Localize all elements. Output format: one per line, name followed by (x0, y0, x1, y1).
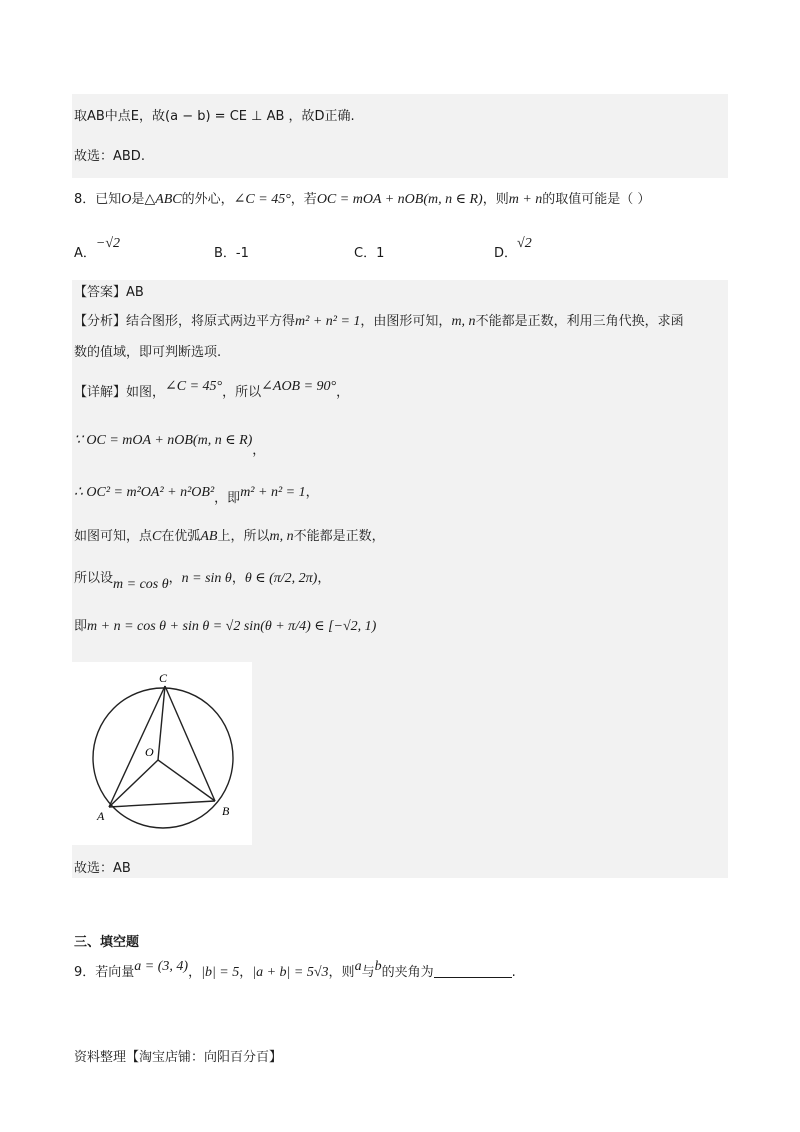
analysis-part-c: 不能都是正数，利用三角代换，求函 (475, 314, 684, 329)
detail-part-b: ，所以 (222, 385, 262, 400)
choose-text: 故选：AB (74, 861, 131, 876)
question-8-stem (74, 189, 650, 211)
stem-circumcenter: 的外心， (181, 192, 234, 207)
question-number: 8． (74, 192, 96, 207)
stem-ruo: ，若 (290, 192, 317, 207)
circle-diagram (72, 662, 252, 845)
detail-angle-c: ∠C = 45° (165, 379, 223, 394)
result-line (74, 616, 376, 638)
q9-a: a (354, 959, 362, 974)
option-b-value: -1 (235, 246, 249, 261)
option-a-value: −√2 (95, 236, 121, 251)
figure-part-b: 在优弧 (161, 529, 201, 544)
therefore-result: m² + n² = 1 (240, 485, 306, 500)
vector-equation: OC = mOA + nOB(m, n ∈ R) (316, 192, 483, 207)
q9-b: b (374, 959, 382, 974)
substitution-end: ， (317, 571, 331, 586)
stem-tail: 的取值可能是（ ） (542, 192, 651, 207)
q9-sep-1: ， (188, 965, 202, 980)
substitution-sep: ， (168, 571, 182, 586)
option-c (354, 242, 384, 261)
label-a: A (97, 809, 105, 823)
angle-c: ∠C = 45° (233, 192, 291, 207)
segment-oa (109, 760, 158, 807)
q9-norm-sum: |a + b| = 5√3 (252, 965, 329, 980)
label-b: B (222, 804, 230, 818)
figure-line (74, 526, 385, 548)
substitution-part-a: 所以设 (74, 571, 114, 586)
option-b-label: B． (214, 246, 236, 261)
q9-number: 9． (74, 965, 96, 980)
option-b (214, 242, 249, 261)
label-c: C (159, 671, 168, 685)
footer-text: 资料整理【淘宝店铺：向阳百分百】 (74, 1050, 283, 1065)
analysis-equation: m² + n² = 1 (295, 314, 361, 329)
substitution-n: n = sin θ (181, 571, 232, 586)
detail-part-a: 【详解】如图， (74, 385, 166, 400)
option-d-label: D． (494, 246, 518, 261)
analysis-part-a: 【分析】结合图形，将原式两边平方得 (74, 314, 296, 329)
q9-yu: 与 (361, 965, 375, 980)
label-o: O (145, 745, 154, 759)
top-line-2 (74, 146, 145, 168)
analysis-part-d: 数的值域，即可判断选项. (74, 345, 222, 360)
q9-sep-2: ， (239, 965, 253, 980)
section-3-title-text: 三、填空题 (74, 935, 140, 950)
substitution-sep-2: ， (231, 571, 245, 586)
q9-norm-b: |b| = 5 (201, 965, 240, 980)
figure-mn: m, n (269, 529, 294, 544)
section-3-title (74, 932, 139, 954)
detail-angle-aob: ∠AOB = 90° (261, 379, 337, 394)
q9-end: . (511, 965, 516, 980)
therefore-part-c: ， (305, 485, 319, 500)
option-a (74, 236, 121, 262)
substitution-m: m = cos θ (113, 577, 169, 592)
q9-part-d: ，则 (328, 965, 355, 980)
since-line (74, 430, 266, 458)
therefore-part-b: ，即 (214, 491, 241, 506)
answer-blank[interactable] (434, 963, 512, 978)
top-line-1-text: 取AB中点E，故(a − b) = CE ⊥ AB ，故D正确. (74, 109, 355, 124)
side-ab (109, 801, 215, 807)
therefore-line (74, 482, 319, 504)
figure-part-d: 上，所以 (217, 529, 270, 544)
q9-vector-a: a = (3, 4) (134, 959, 189, 974)
substitution-theta: θ ∈ (π/2, 2π) (244, 571, 318, 586)
top-line-1 (74, 106, 355, 128)
result-equation: m + n = cos θ + sin θ = √2 sin(θ + π/4) ∈ [−√2, 1) (87, 619, 377, 634)
stem-is: 是 (131, 192, 145, 207)
detail-line-1 (74, 379, 350, 404)
since-equation: ∵ OC = mOA + nOB(m, n ∈ R) (74, 433, 253, 448)
analysis-part-b: ，由图形可知， (360, 314, 452, 329)
analysis-line-2 (74, 342, 221, 364)
therefore-equation: ∴ OC² = m²OA² + n²OB² (74, 485, 215, 500)
sum-m-n: m + n (508, 192, 543, 207)
top-line-2-text: 故选：ABD. (74, 149, 145, 164)
result-part-a: 即 (74, 619, 88, 634)
since-tail: ， (252, 443, 266, 458)
figure-point-c: C (152, 529, 162, 544)
answer-text: 【答案】AB (74, 285, 144, 300)
detail-part-c: ， (336, 385, 350, 400)
segment-oc (158, 686, 165, 760)
circle-figure (72, 662, 252, 845)
analysis-line-1 (74, 311, 684, 333)
option-c-label: C． (354, 246, 377, 261)
q9-part-a: 若向量 (95, 965, 135, 980)
answer-line (74, 282, 144, 304)
substitution-line (74, 568, 330, 590)
analysis-mn: m, n (451, 314, 476, 329)
figure-part-a: 如图可知，点 (74, 529, 153, 544)
choose-line (74, 858, 131, 880)
option-a-label: A． (74, 246, 96, 261)
q9-part-e: 的夹角为 (381, 965, 434, 980)
stem-prefix: 已知 (95, 192, 122, 207)
triangle-abc: △ABC (144, 192, 182, 207)
option-d-value: √2 (517, 236, 532, 251)
point-o: O (121, 192, 132, 207)
figure-arc-ab: AB (200, 529, 218, 544)
option-c-value: 1 (376, 246, 385, 261)
question-9 (74, 959, 516, 984)
option-d (494, 236, 532, 262)
figure-part-e: 不能都是正数， (293, 529, 385, 544)
footer (74, 1047, 282, 1069)
stem-then: ，则 (482, 192, 509, 207)
